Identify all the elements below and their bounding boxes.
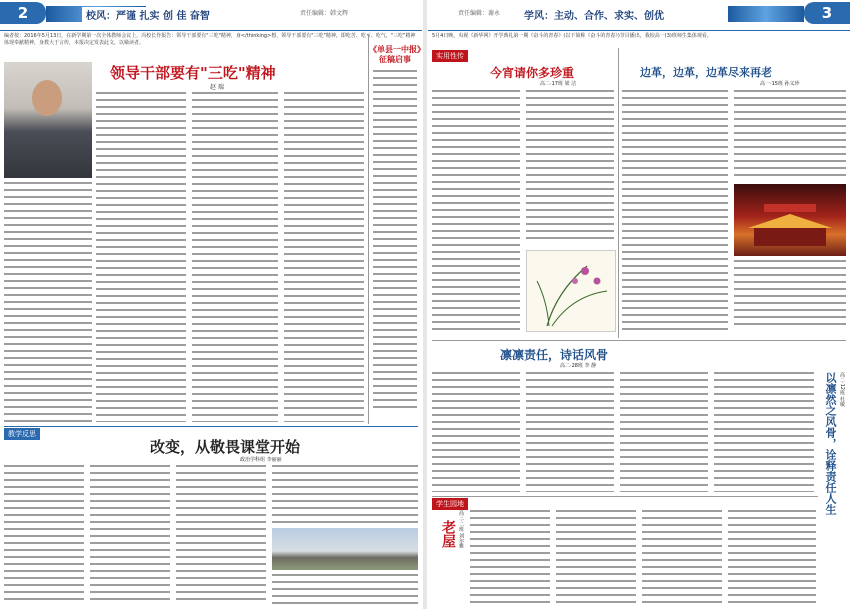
essay-col-3 <box>176 465 266 605</box>
essay-title: 改变，从敬畏课堂开始 <box>150 438 301 456</box>
feature-author: 赵 瑞 <box>210 84 224 91</box>
center-author: 高二·28班 李 静 <box>560 363 597 369</box>
feature-column-0 <box>4 182 92 422</box>
small-col-3 <box>642 510 722 606</box>
right-slogan: 学风：主动、合作、求实、创优 <box>520 7 668 22</box>
header-band-right <box>728 6 804 22</box>
gate-icon <box>734 184 846 256</box>
feature-title: 领导干部要有"三吃"精神 <box>110 64 276 82</box>
small-col-4 <box>728 510 816 606</box>
orchid-icon <box>527 251 615 331</box>
center-col-1 <box>432 372 520 492</box>
right-column-tag-2: 学生园地 <box>432 498 468 510</box>
poem-title: 今宵请你多珍重 <box>490 66 575 80</box>
center-col-4 <box>714 372 814 492</box>
page-gutter <box>423 0 427 609</box>
essay2-author: 高一·15班 孙义珍 <box>760 81 800 87</box>
essay-author: 政治学科组 李丽丽 <box>240 457 282 463</box>
center-title: 凛凛责任，诗话风骨 <box>500 348 609 362</box>
essay-col-2 <box>90 465 170 605</box>
school-building-photo <box>272 528 418 570</box>
celebration-photo <box>734 184 846 256</box>
right-header-rule <box>428 30 850 31</box>
feature-column-1 <box>96 92 186 422</box>
essay2-col-2 <box>734 90 846 180</box>
right-page-header <box>428 0 850 30</box>
right-column-tag-1: 实用性传 <box>432 50 468 62</box>
left-page-number: 2 <box>0 2 46 24</box>
essay-col-5 <box>272 574 418 606</box>
right-edition-meta: 责任编辑：谢永 <box>458 10 501 17</box>
poem-col-1 <box>432 90 520 330</box>
right-intro-note: 5月4日晚，央视《新华网》开学典礼第一期《奋斗的青春》(以下简称《奋斗的青春》)节目播出，我校高一(3)班师生集体观看。 <box>432 33 712 39</box>
leader-photo <box>4 62 92 178</box>
poem-col-2 <box>526 90 614 240</box>
essay2-col-1 <box>622 90 728 330</box>
right-mid-rule <box>432 340 846 341</box>
ad-body <box>373 70 417 410</box>
ad-title: 《单县一中报》征稿启事 <box>369 44 421 64</box>
vertical-author: 高二·12班 杜敏 <box>839 372 845 407</box>
feature-column-3 <box>284 92 364 422</box>
essay-col-4 <box>272 465 418 525</box>
small-col-1 <box>470 510 550 606</box>
left-intro-note: 编者按：2016年5月13日，在新学期第一次全体教师会议上，冯校长作报告：领导干部要有"三吃"精神，身</thinking>想，领导干部要有"三吃"精神，即吃苦、吃亏、吃气，"三吃"精神体现奉献精神，身教大于言传，本报决定发表此文，以飨读者。 <box>4 33 416 46</box>
small-author: 高三·二班 刘尔雅 <box>458 510 464 549</box>
photo-face <box>32 80 62 116</box>
center-col-3 <box>620 372 708 492</box>
poem-author: 高二·17班 梁 洁 <box>540 81 577 87</box>
left-section-rule <box>4 426 418 427</box>
center-col-2 <box>526 372 614 492</box>
right-page-number: 3 <box>804 2 850 24</box>
small-title: 老屋 <box>440 520 456 548</box>
left-page-header <box>0 0 422 30</box>
essay2-col-3 <box>734 260 846 330</box>
right-lower-rule <box>432 496 818 497</box>
orchid-illustration <box>526 250 616 332</box>
right-divider <box>618 48 619 338</box>
left-edition-meta: 责任编辑：韩文辉 <box>300 10 349 17</box>
ad-sidebar <box>368 34 421 424</box>
vertical-title: 以凛然之风骨，诠释责任人生 <box>824 372 837 515</box>
left-header-rule <box>0 30 422 31</box>
feature-column-2 <box>192 92 278 422</box>
left-slogan: 校风：严谨 扎实 创 佳 奋智 <box>82 7 214 22</box>
essay-col-1 <box>4 465 84 605</box>
small-col-2 <box>556 510 636 606</box>
essay2-title: 边革，边革，边革尽来再老 <box>640 66 772 79</box>
left-column-tag: 教学反思 <box>4 428 40 440</box>
